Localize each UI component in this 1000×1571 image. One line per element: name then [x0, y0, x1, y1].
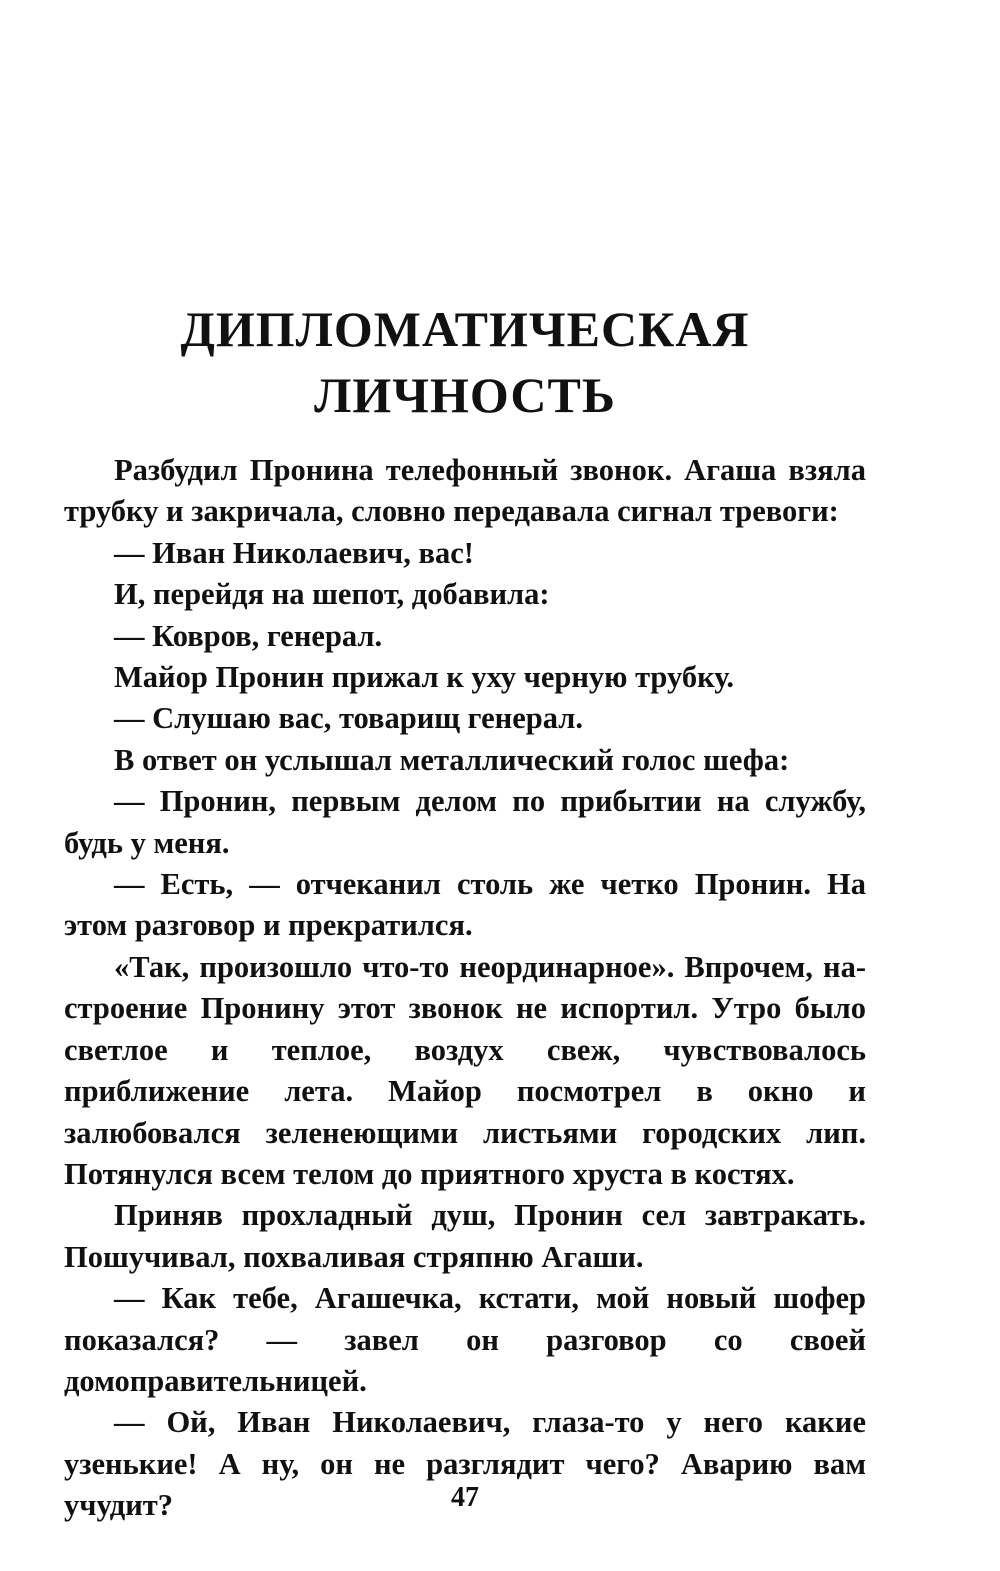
- paragraph: — Слушаю вас, товарищ генерал.: [114, 701, 583, 736]
- paragraph: Приняв прохладный душ, Пронин сел завтракать. Пошучивал, похваливая стряпню Агаши.: [64, 1198, 866, 1274]
- paragraph: — Ковров, генерал.: [114, 618, 383, 653]
- chapter-title: [0, 296, 930, 428]
- chapter-title-line-2: ЛИЧНОСТЬ: [314, 367, 616, 423]
- paragraph: — Как тебе, Агашечка, кстати, мой новый шофер показался? — завел он разговор со своей домоправительницей.: [64, 1281, 866, 1398]
- paragraph: И, перейдя на шепот, добавила:: [114, 577, 550, 612]
- paragraph: — Пронин, первым делом по прибытии на службу, будь у меня.: [64, 784, 866, 860]
- paragraph: — Есть, — отчеканил столь же четко Пронин. На этом разговор и прекратился.: [64, 867, 866, 943]
- paragraph: — Ой, Иван Николаевич, глаза-то у него какие узенькие! А ну, он не разглядит чего? Аварию вам учудит?: [64, 1405, 866, 1523]
- paragraph: Майор Пронин прижал к уху черную трубку.: [114, 660, 735, 695]
- paragraph: «Так, произошло что-то неординарное». Впрочем, настроение Пронину этот звонок не испортил. Утро было светлое и теплое, воздух свеж, чувствовалось приближение лета. Майор посмотрел в окно и залюбовался зеленеющими листьями городских лип. Потянулся всем телом до приятного хруста в костях.: [64, 949, 866, 1191]
- paragraph: Разбудил Пронина телефонный звонок. Агаша взяла трубку и закричала, словно передавала сигнал тревоги:: [64, 453, 866, 529]
- body-text: [64, 450, 866, 1527]
- chapter-title-line-1: ДИПЛОМАТИЧЕСКАЯ: [180, 301, 750, 357]
- paragraph: — Иван Николаевич, вас!: [114, 535, 474, 570]
- paragraph: В ответ он услышал металлический голос шефа:: [114, 742, 790, 777]
- page-number: 47: [451, 1482, 479, 1513]
